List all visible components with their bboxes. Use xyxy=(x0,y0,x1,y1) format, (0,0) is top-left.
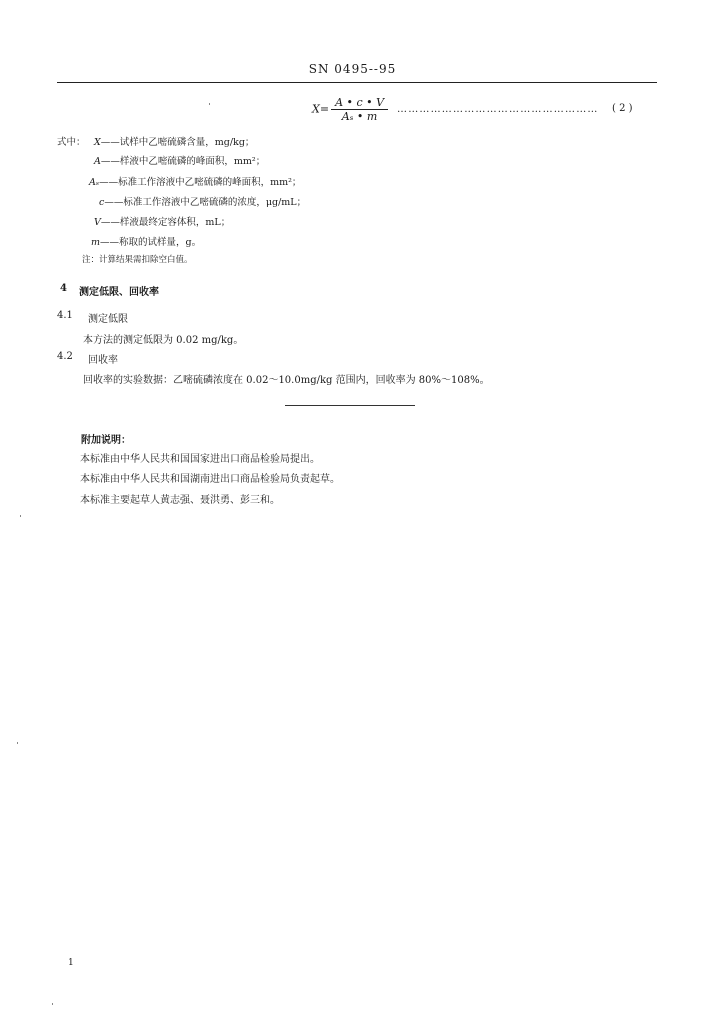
section-4-number: 4 xyxy=(60,283,67,294)
scan-speck xyxy=(209,103,210,105)
definition-text: ——称取的试样量，g。 xyxy=(100,237,202,248)
additional-note-line: 本标准由中华人民共和国国家进出口商品检验局提出。 xyxy=(80,454,320,465)
definition-symbol: c xyxy=(99,197,105,208)
section-divider xyxy=(285,405,415,406)
definition-symbol: Aₛ xyxy=(89,177,100,188)
definition-text: ——样液最终定容体积，mL； xyxy=(100,217,231,228)
formula-numerator: A • c • V xyxy=(331,96,388,110)
formula-number: ( 2 ) xyxy=(612,103,633,114)
definition-text: ——样液中乙嘧硫磷的峰面积，mm²； xyxy=(100,156,266,167)
formula-denominator: Aₛ • m xyxy=(341,110,378,123)
definition-item xyxy=(94,214,230,228)
formula xyxy=(312,96,388,123)
definition-item xyxy=(94,134,254,148)
definition-symbol: A xyxy=(94,156,101,167)
definition-text: ——试样中乙嘧硫磷含量，mg/kg； xyxy=(100,137,255,148)
definitions-prefix: 式中： xyxy=(57,137,86,148)
document-number-header: SN 0495--95 xyxy=(308,62,397,76)
definition-item xyxy=(91,234,201,248)
definition-item xyxy=(89,174,301,188)
section-4-title: 测定低限、回收率 xyxy=(79,287,159,298)
definition-symbol: X xyxy=(94,137,101,148)
definition-symbol: m xyxy=(91,237,101,248)
formula-lhs: X= xyxy=(312,102,330,116)
page-number: 1 xyxy=(68,958,74,968)
section-4-2-text: 回收率的实验数据：乙嘧硫磷浓度在 0.02～10.0mg/kg 范围内，回收率为 80%～108%。 xyxy=(83,375,490,386)
calculation-note: 注：计算结果需扣除空白值。 xyxy=(82,255,193,265)
definition-text: ——标准工作溶液中乙嘧硫磷的浓度，μg/mL； xyxy=(104,197,307,208)
section-4-1-title: 测定低限 xyxy=(88,314,128,325)
section-4-1-number: 4.1 xyxy=(57,310,73,321)
definition-symbol: V xyxy=(94,217,101,228)
additional-note-line: 本标准由中华人民共和国湖南进出口商品检验局负责起草。 xyxy=(80,474,340,485)
section-4-2-title: 回收率 xyxy=(88,355,118,366)
section-4-2-number: 4.2 xyxy=(57,351,73,362)
header-rule xyxy=(57,82,657,83)
formula-fraction xyxy=(331,96,388,123)
scan-speck xyxy=(52,1003,53,1005)
scan-speck xyxy=(20,515,21,517)
additional-note-line: 本标准主要起草人黄志强、聂洪勇、彭三和。 xyxy=(80,495,280,506)
additional-notes-title: 附加说明： xyxy=(81,435,131,446)
section-4-1-text: 本方法的测定低限为 0.02 mg/kg。 xyxy=(83,335,244,346)
scan-speck xyxy=(17,742,18,744)
definition-item xyxy=(94,153,265,167)
formula-leader-dots: ……………………………………………… xyxy=(397,104,599,115)
definition-item xyxy=(99,194,306,208)
definition-text: ——标准工作溶液中乙嘧硫磷的峰面积，mm²； xyxy=(99,177,302,188)
